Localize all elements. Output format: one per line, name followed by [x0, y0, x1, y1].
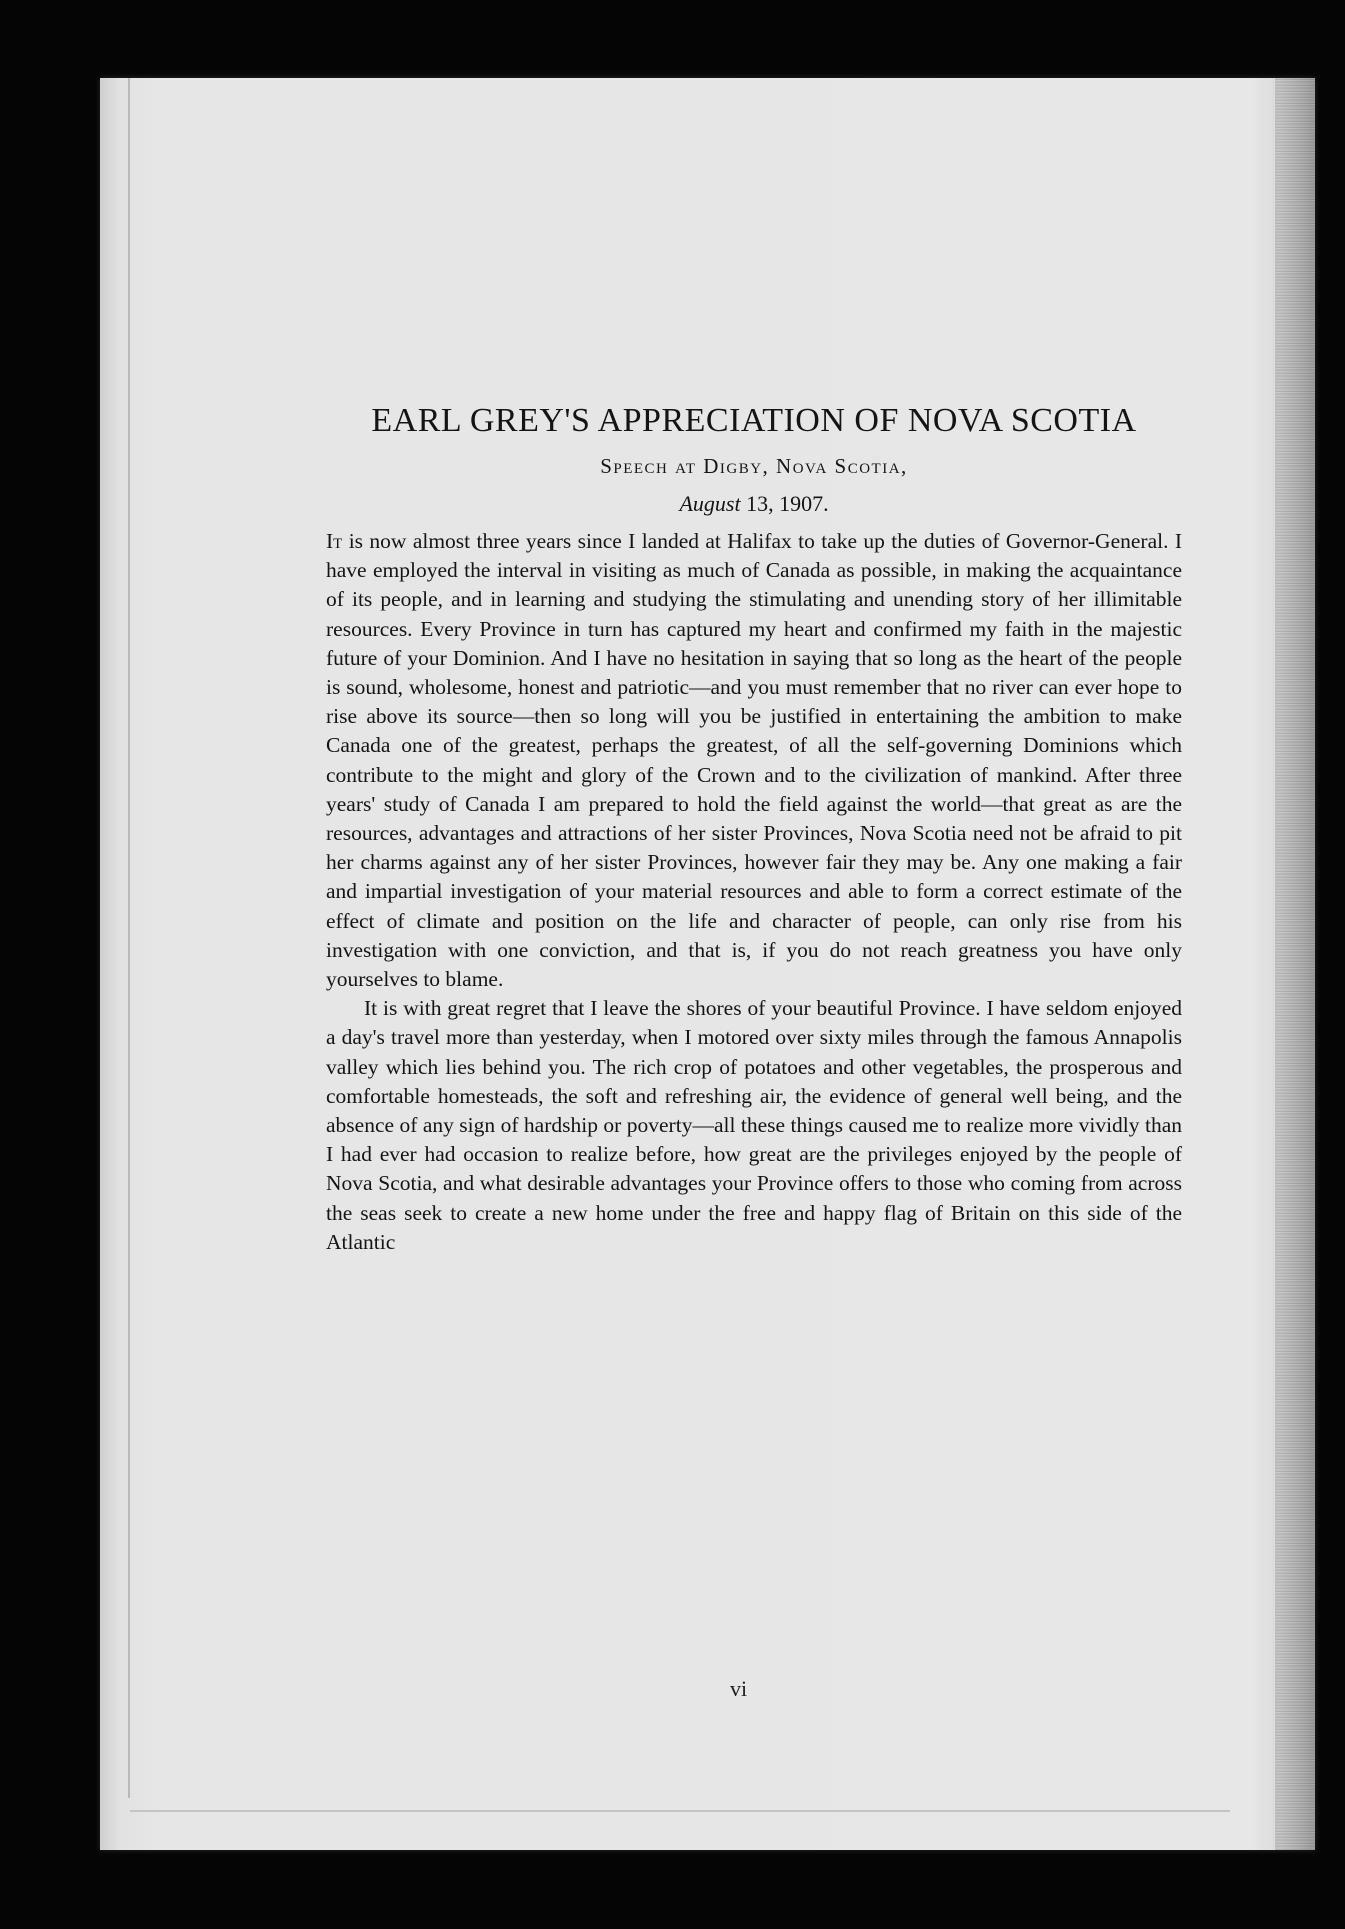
page-title: EARL GREY'S APPRECIATION OF NOVA SCOTIA — [371, 402, 1137, 439]
page-number: vi — [730, 1676, 748, 1701]
page-margin-rule — [128, 78, 130, 1798]
date-year: 1907. — [779, 491, 829, 516]
paragraph-1-text: is now almost three years since I landed at Halifax to take up the duties of Governor-General. I have employed the interval in visiting as much of Canada as possible, in making the acquaintance of its people, and in learning and studying the stimulating and unending story of her illimitable resources. Every Province in turn has captured my heart and confirmed my faith in the majestic future of your Dominion. And I have no hesitation in saying that so long as the heart of the people is sound, wholesome, honest and patriotic—and you must remember that no river can ever hope to rise above its source—then so long will you be justified in entertaining the ambition to make Canada one of the greatest, perhaps the greatest, of all the self-governing Dominions which contribute to the might and glory of the Crown and to the civilization of mankind. After three years' study of Canada I am prepared to hold the field against the world—that great as are the resources, advantages and attractions of her sister Provinces, Nova Scotia need not be afraid to pit her charms against any of her sister Provinces, however fair they may be. Any one making a fair and impartial investigation of your material resources and able to form a correct estimate of the effect of climate and position on the life and character of people, can only rise from his investigation with one conviction, and that is, if you do not reach greatness you have only yourselves to blame. — [326, 529, 1182, 992]
speech-subtitle: Speech at Digby, Nova Scotia, — [600, 454, 908, 478]
page-bottom-rule — [130, 1810, 1230, 1812]
date-day: 13, — [746, 491, 774, 516]
speech-date — [326, 491, 1182, 517]
body-paragraph-2: It is with great regret that I leave the shores of your beautiful Province. I have seldom enjoyed a day's travel more than yesterday, when I motored over sixty miles through the famous Annapolis valley which lies behind you. The rich crop of potatoes and other vegetables, the prosperous and comfortable homesteads, the soft and refreshing air, the evidence of general well being, and the absence of any sign of hardship or poverty—all these things caused me to realize more vividly than I had ever had occasion to realize before, how great are the privileges enjoyed by the people of Nova Scotia, and what desirable advantages your Province offers to those who coming from across the seas seek to create a new home under the free and happy flag of Britain on this side of the Atlantic — [326, 996, 1182, 1254]
body-paragraph-1 — [326, 527, 1182, 994]
date-month: August — [679, 491, 741, 516]
paragraph-lead-word: It — [326, 529, 343, 553]
page-content — [326, 402, 1182, 1257]
page-edge-shadow — [1275, 78, 1315, 1850]
